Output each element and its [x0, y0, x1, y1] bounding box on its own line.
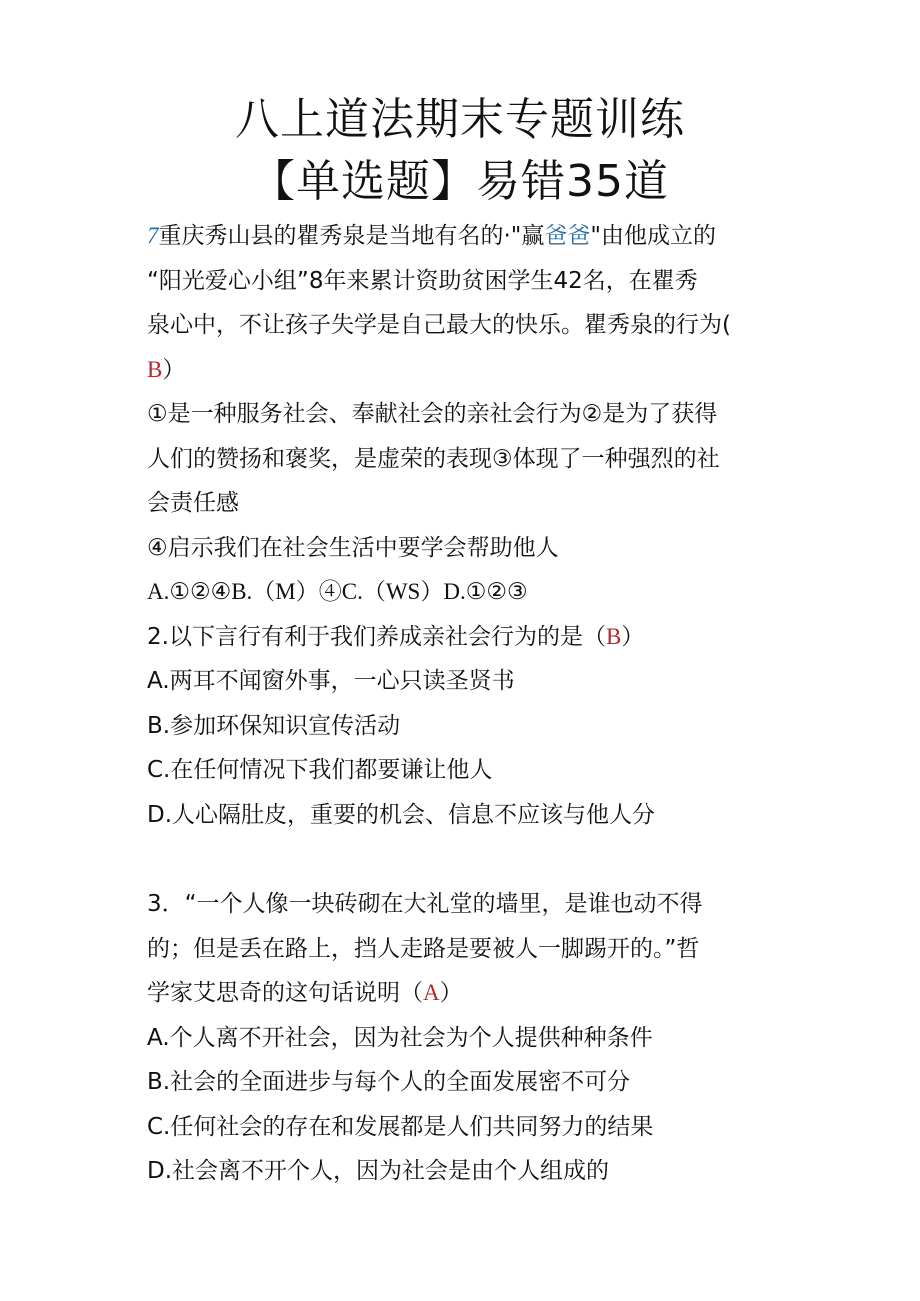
stem-highlight: 爸爸 — [544, 223, 591, 249]
stem-text: ） — [621, 623, 645, 650]
stem-text: ） — [439, 980, 463, 1006]
question-list — [147, 214, 787, 1194]
stem-text: ） — [162, 356, 186, 383]
answer-letter: A — [423, 980, 440, 1005]
question-1-options: A.①②④B.（M）④C.（WS）D.①②③ — [147, 579, 528, 604]
question-2-stem — [147, 615, 787, 660]
question-3-option-d: D.社会离不开个人，因为社会是由个人组成的 — [147, 1158, 610, 1184]
answer-letter: B — [147, 356, 163, 382]
question-spacer — [147, 837, 787, 882]
question-3-option-c: C.任何社会的存在和发展都是人们共同努力的结果 — [147, 1113, 654, 1140]
stem-text: 学家艾思奇的这句话说明（ — [147, 980, 423, 1006]
answer-letter: B — [605, 623, 622, 649]
question-number: 7 — [147, 223, 159, 248]
question-1-statement-1: ①是一种服务社会、奉献社会的亲社会行为②是为了获得 — [147, 401, 718, 427]
question-1-statement-2: 人们的赞扬和褒奖，是虚荣的表现③体现了一种强烈的社 — [147, 445, 720, 472]
question-1-stem-line-2: “阳光爱心小组”8年来累计资助贫困学生42名，在瞿秀 — [147, 267, 698, 294]
question-2 — [147, 615, 787, 838]
stem-text: 重庆秀山县的瞿秀泉是当地有名的·"赢 — [158, 223, 545, 249]
question-3-option-b: B.社会的全面进步与每个人的全面发展密不可分 — [147, 1069, 631, 1095]
question-2-option-a: A.两耳不闻窗外事，一心只读圣贤书 — [147, 668, 515, 694]
question-1 — [147, 214, 787, 615]
question-3-stem-line-3 — [147, 971, 787, 1016]
question-1-statement-4: ④启示我们在社会生活中要学会帮助他人 — [147, 534, 559, 561]
question-1-answer-line — [147, 348, 787, 393]
page-subtitle: 【单选题】易错35道 — [251, 156, 669, 207]
question-2-option-d: D.人心隔肚皮，重要的机会、信息不应该与他人分 — [147, 801, 656, 828]
question-1-statement-3: 会责任感 — [147, 490, 239, 516]
stem-text: "由他成立的 — [590, 223, 716, 249]
question-3-option-a: A.个人离不开社会，因为社会为个人提供种种条件 — [147, 1024, 653, 1051]
stem-text: 2.以下言行有利于我们养成亲社会行为的是（ — [147, 623, 606, 650]
question-1-stem-line-3: 泉心中，不让孩子失学是自己最大的快乐。瞿秀泉的行为( — [147, 312, 731, 338]
question-2-option-b: B.参加环保知识宣传活动 — [147, 712, 401, 739]
question-3-stem-line-2: 的；但是丢在路上，挡人走路是要被人一脚踢开的。”哲 — [147, 935, 700, 962]
question-2-option-c: C.在任何情况下我们都要谦让他人 — [147, 757, 493, 783]
question-1-stem-line-1 — [147, 214, 787, 259]
question-3-stem-line-1: 3．“一个人像一块砖砌在大礼堂的墙里，是谁也动不得 — [147, 891, 703, 917]
page-title: 八上道法期末专题训练 — [235, 94, 685, 145]
question-3 — [147, 882, 787, 1194]
